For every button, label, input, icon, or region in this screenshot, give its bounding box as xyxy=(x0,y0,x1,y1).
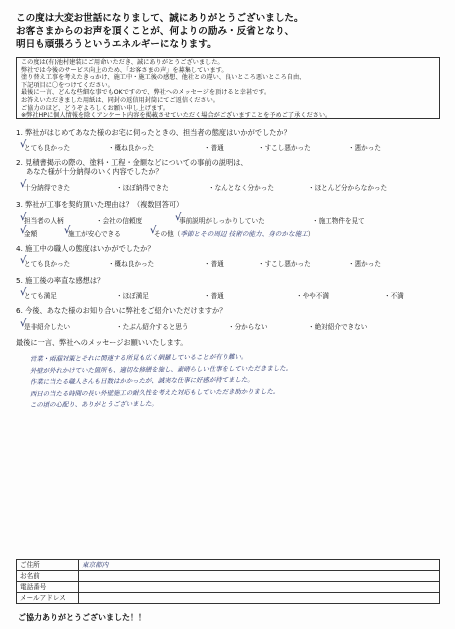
intro-line: 塗り替え工事を考えたきっかけ、施工中・施工後の感想、他社との違い、良いところ悪いところ自由、 xyxy=(21,74,306,82)
header-line-3: 明日も頑張ろうというエネルギーになります。 xyxy=(16,39,217,50)
contact-form xyxy=(16,559,440,604)
message-line: 作業に当たる職人さんも日数はかかったが、誠実な仕事に好感が持てました。 xyxy=(29,375,254,386)
q4-option-2[interactable]: ・概ね良かった xyxy=(108,260,155,268)
checkmark-icon: √ xyxy=(20,318,27,329)
intro-box xyxy=(16,57,440,119)
q6-option-1[interactable]: √ 是非紹介したい xyxy=(20,318,71,331)
q3-other-text: 季節とその周辺 技術の能力、身のかな施工 xyxy=(180,230,308,238)
question-6: 6. 今後、あなた様のお知り合いに弊社をご紹介いただけますか？ xyxy=(16,306,227,315)
address-label: ご住所 xyxy=(17,560,79,571)
checkmark-icon: √ xyxy=(20,225,27,236)
q5-option-4[interactable]: ・やや不満 xyxy=(296,292,329,300)
q3-option-5[interactable]: √ 金額 xyxy=(20,225,38,238)
q2-option-4[interactable]: ・ほとんど分からなかった xyxy=(308,184,388,192)
question-2: 2. 見積書掲示の際の、塗料・工程・金額などについての事前の説明は、 あなた様が十分納得のいく内容でしたか？ xyxy=(16,158,248,176)
q1-option-1[interactable]: √ とても良かった xyxy=(20,139,71,152)
name-label: お名前 xyxy=(17,571,79,582)
checkmark-icon: √ xyxy=(20,255,27,266)
message-line: 営業・雨漏対策とそれに関連する所見も広く網羅していることが有り難い。 xyxy=(29,352,248,363)
q1-option-5[interactable]: ・悪かった xyxy=(348,144,381,152)
q4-option-1[interactable]: √ とても良かった xyxy=(20,255,71,268)
q3-option-1[interactable]: √ 担当者の人柄 xyxy=(20,212,64,225)
q4-option-4[interactable]: ・すこし悪かった xyxy=(258,260,311,268)
q6-option-4[interactable]: ・絶対紹介できない xyxy=(308,323,368,331)
question-3: 3. 弊社が工事を契約頂いた理由は？（複数回答可） xyxy=(16,200,184,209)
intro-line: 下記項目に〇をつけてください。 xyxy=(21,81,114,89)
checkmark-icon: √ xyxy=(20,212,27,223)
q1-option-3[interactable]: ・普通 xyxy=(204,144,224,152)
q3-option-2[interactable]: ・会社の信頼度 xyxy=(96,217,143,225)
question-1: 1. 弊社がはじめてあなた様のお宅に伺ったときの、担当者の態度はいかがでしたか？ xyxy=(16,128,291,137)
q3-option-other[interactable]: √ その他（季節とその周辺 技術の能力、身のかな施工） xyxy=(150,225,315,238)
checkmark-icon: √ xyxy=(64,225,71,236)
q2-option-3[interactable]: ・なんとなく分かった xyxy=(208,184,274,192)
header-line-1: この度は大変お世話になりまして、誠にありがとうございました。 xyxy=(16,13,304,24)
intro-line: 弊社では今後のサービス向上のため、「お客さまの声」を募集しています。 xyxy=(21,66,228,74)
q4-option-5[interactable]: ・悪かった xyxy=(348,260,381,268)
name-field[interactable] xyxy=(79,571,440,582)
q2-option-1[interactable]: √ 十分納得できた xyxy=(20,179,71,192)
address-value: 東京都内 xyxy=(82,561,109,569)
email-label: メールアドレス xyxy=(17,593,79,604)
intro-line: この度は(有)池村建装にご用命いただき、誠にありがとうございました。 xyxy=(21,59,224,66)
intro-line: ご協力のほど、どうぞよろしくお願い申し上げます。 xyxy=(21,104,170,112)
checkmark-icon: √ xyxy=(150,225,157,236)
checkmark-icon: √ xyxy=(20,139,27,150)
header-line-2: お客さまからのお声を頂くことが、何よりの励み・反省となり、 xyxy=(16,26,295,37)
checkmark-icon: √ xyxy=(20,287,27,298)
phone-field[interactable] xyxy=(79,582,440,593)
q2-option-2[interactable]: ・ほぼ納得できた xyxy=(116,184,169,192)
q5-option-1[interactable]: √ とても満足 xyxy=(20,287,57,300)
q3-option-3[interactable]: √ 事前説明がしっかりしていた xyxy=(175,212,265,225)
message-line: 西日の当たる時間の長い外壁施工の耐久性を考えた対応もしていただき助かりました。 xyxy=(29,386,280,398)
q4-option-3[interactable]: ・普通 xyxy=(204,260,224,268)
question-5: 5. 施工後の率直な感想は？ xyxy=(16,276,105,285)
message-line: 外壁が外れかけていた箇所も、適切な修繕を施し、素晴らしい仕事をしていただきました。 xyxy=(29,363,293,375)
intro-line: ※弊社HPに個人情報を除くアンケート内容を掲載させていただく場合がございますことを予めご了承ください。 xyxy=(21,112,332,120)
q5-option-5[interactable]: ・不満 xyxy=(384,292,404,300)
intro-line: 最後に一言、どんな些細な事でもOKですので、弊社へのメッセージを頂けると幸甚です。 xyxy=(21,89,271,97)
checkmark-icon: √ xyxy=(20,179,27,190)
handwritten-message xyxy=(30,354,430,412)
address-field[interactable] xyxy=(79,560,440,571)
intro-line: お答えいただきました用紙は、同封の返信用封筒にてご返信ください。 xyxy=(21,96,219,104)
q6-option-2[interactable]: ・たぶん紹介すると思う xyxy=(116,323,189,331)
email-field[interactable] xyxy=(79,593,440,604)
q1-option-2[interactable]: ・概ね良かった xyxy=(108,144,155,152)
checkmark-icon: √ xyxy=(175,212,182,223)
q6-option-3[interactable]: ・分からない xyxy=(228,323,268,331)
q3-option-4[interactable]: ・施工物件を見て xyxy=(312,217,365,225)
q3-option-6[interactable]: √ 施工が安心できる xyxy=(64,225,121,238)
message-line: この頃の心配り、ありがとうございました。 xyxy=(29,399,158,409)
thanks-footer: ご協力ありがとうございました！！ xyxy=(18,613,146,622)
phone-label: 電話番号 xyxy=(17,582,79,593)
q5-option-2[interactable]: ・ほぼ満足 xyxy=(116,292,149,300)
final-message-prompt: 最後に一言、弊社へのメッセージお願いいたします。 xyxy=(16,338,188,347)
q5-option-3[interactable]: ・普通 xyxy=(204,292,224,300)
q1-option-4[interactable]: ・すこし悪かった xyxy=(258,144,311,152)
question-4: 4. 施工中の職人の態度はいかがでしたか？ xyxy=(16,244,155,253)
